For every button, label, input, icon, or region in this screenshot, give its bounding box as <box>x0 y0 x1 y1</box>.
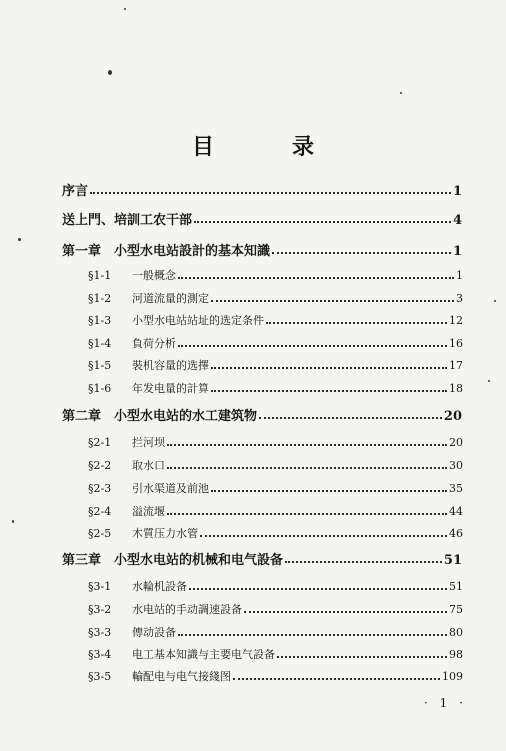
toc-entry-title <box>88 601 242 617</box>
toc-entry-title <box>88 357 209 373</box>
toc-subentry <box>88 503 463 519</box>
toc-entry-title <box>62 240 270 259</box>
toc-page-number: 1 <box>452 244 462 259</box>
toc-subentry <box>88 267 463 283</box>
toc-section-number: §3-3 <box>88 626 112 639</box>
toc-subentry <box>88 668 463 684</box>
dot-leader <box>90 192 451 194</box>
toc-entry-label: 裝机容量的选擇 <box>132 359 209 372</box>
toc-entry-label: 第三章 小型水电站的机械和电气設备 <box>62 553 284 568</box>
toc-entry-title <box>88 503 165 519</box>
toc-entry <box>62 405 462 424</box>
toc-page-number: 1 <box>452 184 462 199</box>
toc-section-number: §1-6 <box>88 382 112 395</box>
toc-entry-label: 年发电量的計算 <box>132 382 209 395</box>
toc-entry-label: 序言 <box>62 184 89 199</box>
toc-entry-label: 水电站的手动調速設备 <box>132 603 242 616</box>
toc-entry-label: 負荷分析 <box>132 337 176 350</box>
dot-leader <box>211 390 447 392</box>
toc-page-number: 75 <box>449 603 463 616</box>
toc-page-number: 35 <box>449 482 463 495</box>
toc-section-number: §2-3 <box>88 482 112 495</box>
toc-entry-title <box>88 380 209 396</box>
toc-entry-label: 送上門、培訓工农干部 <box>62 213 193 228</box>
toc-entry-title <box>88 335 176 351</box>
page-number: · 1 · <box>424 696 467 710</box>
toc-section-number: §1-4 <box>88 337 112 350</box>
toc-entry-label: 一般概念 <box>132 269 176 282</box>
dot-leader <box>194 221 451 223</box>
toc-entry-label: 溢流堰 <box>132 505 165 518</box>
toc-page-number: 12 <box>449 314 463 327</box>
toc-entry-title <box>62 405 257 424</box>
toc-subentry <box>88 290 463 306</box>
toc-entry-label: 傳动設备 <box>132 626 176 639</box>
toc-entry-label: 电工基本知識与主要电气設备 <box>132 648 275 661</box>
toc-section-number: §3-1 <box>88 580 112 593</box>
toc-subentry <box>88 457 463 473</box>
dot-leader <box>277 656 447 658</box>
toc-entry-label: 第二章 小型水电站的水工建筑物 <box>62 409 258 424</box>
toc-entry <box>62 209 462 228</box>
toc-page-number: 51 <box>443 553 462 568</box>
toc-entry-title <box>88 434 165 450</box>
toc-section-number: §1-2 <box>88 292 112 305</box>
toc-entry-title <box>88 480 209 496</box>
toc-title: 目 录 <box>191 134 342 160</box>
toc-subentry <box>88 434 463 450</box>
toc-subentry <box>88 624 463 640</box>
dot-leader <box>178 277 454 279</box>
dot-leader <box>167 467 447 469</box>
dot-leader <box>211 367 447 369</box>
toc-page-number: 51 <box>449 580 463 593</box>
toc-section-number: §2-2 <box>88 459 112 472</box>
toc-page-number: 46 <box>449 527 463 540</box>
toc-section-number: §3-2 <box>88 603 112 616</box>
toc-page-number: 18 <box>449 382 463 395</box>
toc-entry-title <box>62 180 88 199</box>
toc-subentry <box>88 357 463 373</box>
toc-page-number: 1 <box>456 269 463 282</box>
toc-entry-label: 拦河坝 <box>132 436 165 449</box>
toc-page-number: 17 <box>449 359 463 372</box>
dot-leader <box>272 252 451 254</box>
toc-subentry <box>88 312 463 328</box>
dot-leader <box>167 513 447 515</box>
dot-leader <box>285 561 442 563</box>
toc-subentry <box>88 480 463 496</box>
toc-page-number: 98 <box>449 648 463 661</box>
toc-entry-label: 水輪机設备 <box>132 580 187 593</box>
toc-entry-title <box>62 549 283 568</box>
toc-entry-title <box>88 646 275 662</box>
toc-page-number: 20 <box>449 436 463 449</box>
dot-leader <box>200 535 447 537</box>
toc-subentry <box>88 578 463 594</box>
toc-entry-label: 輸配电与电气接綫图 <box>132 670 231 683</box>
toc-subentry <box>88 335 463 351</box>
toc-subentry <box>88 646 463 662</box>
toc-entry-title <box>88 290 209 306</box>
toc-section-number: §1-3 <box>88 314 112 327</box>
toc-page-number: 4 <box>452 213 462 228</box>
dot-leader <box>167 444 447 446</box>
toc-entry-title <box>88 457 165 473</box>
dot-leader <box>178 634 447 636</box>
toc-page-number: 80 <box>449 626 463 639</box>
toc-entry-title <box>88 525 198 541</box>
dot-leader <box>211 490 447 492</box>
toc-entry-title <box>88 578 187 594</box>
dot-leader <box>266 322 447 324</box>
toc-section-number: §3-4 <box>88 648 112 661</box>
toc-subentry <box>88 525 463 541</box>
dot-leader <box>244 611 447 613</box>
toc-page-number: 16 <box>449 337 463 350</box>
toc-page-number: 20 <box>443 409 462 424</box>
toc-entry-label: 木質压力水管 <box>132 527 198 540</box>
toc-section-number: §2-1 <box>88 436 112 449</box>
toc-entry-label: 引水渠道及前池 <box>132 482 209 495</box>
dot-leader <box>211 300 454 302</box>
toc-subentry <box>88 380 463 396</box>
toc-section-number: §1-1 <box>88 269 112 282</box>
toc-entry-label: 取水口 <box>132 459 165 472</box>
dot-leader <box>178 345 447 347</box>
toc-section-number: §2-4 <box>88 505 112 518</box>
toc-section-number: §2-5 <box>88 527 112 540</box>
toc-entry <box>62 180 462 199</box>
toc-section-number: §1-5 <box>88 359 112 372</box>
toc-page-number: 3 <box>456 292 463 305</box>
dot-leader <box>259 417 442 419</box>
toc-page-number: 109 <box>442 670 463 683</box>
toc-entry <box>62 549 462 568</box>
dot-leader <box>233 678 440 680</box>
toc-page-number: 44 <box>449 505 463 518</box>
toc-entry-title <box>88 668 231 684</box>
toc-entry <box>62 240 462 259</box>
toc-entry-title <box>88 312 264 328</box>
toc-subentry <box>88 601 463 617</box>
toc-page-number: 30 <box>449 459 463 472</box>
dot-leader <box>189 588 447 590</box>
toc-entry-label: 小型水电站站址的选定条件 <box>132 314 264 327</box>
toc-entry-title <box>62 209 192 228</box>
toc-entry-title <box>88 267 176 283</box>
toc-section-number: §3-5 <box>88 670 112 683</box>
toc-entry-label: 第一章 小型水电站設計的基本知識 <box>62 244 271 259</box>
toc-entry-label: 河道流量的測定 <box>132 292 209 305</box>
toc-entry-title <box>88 624 176 640</box>
